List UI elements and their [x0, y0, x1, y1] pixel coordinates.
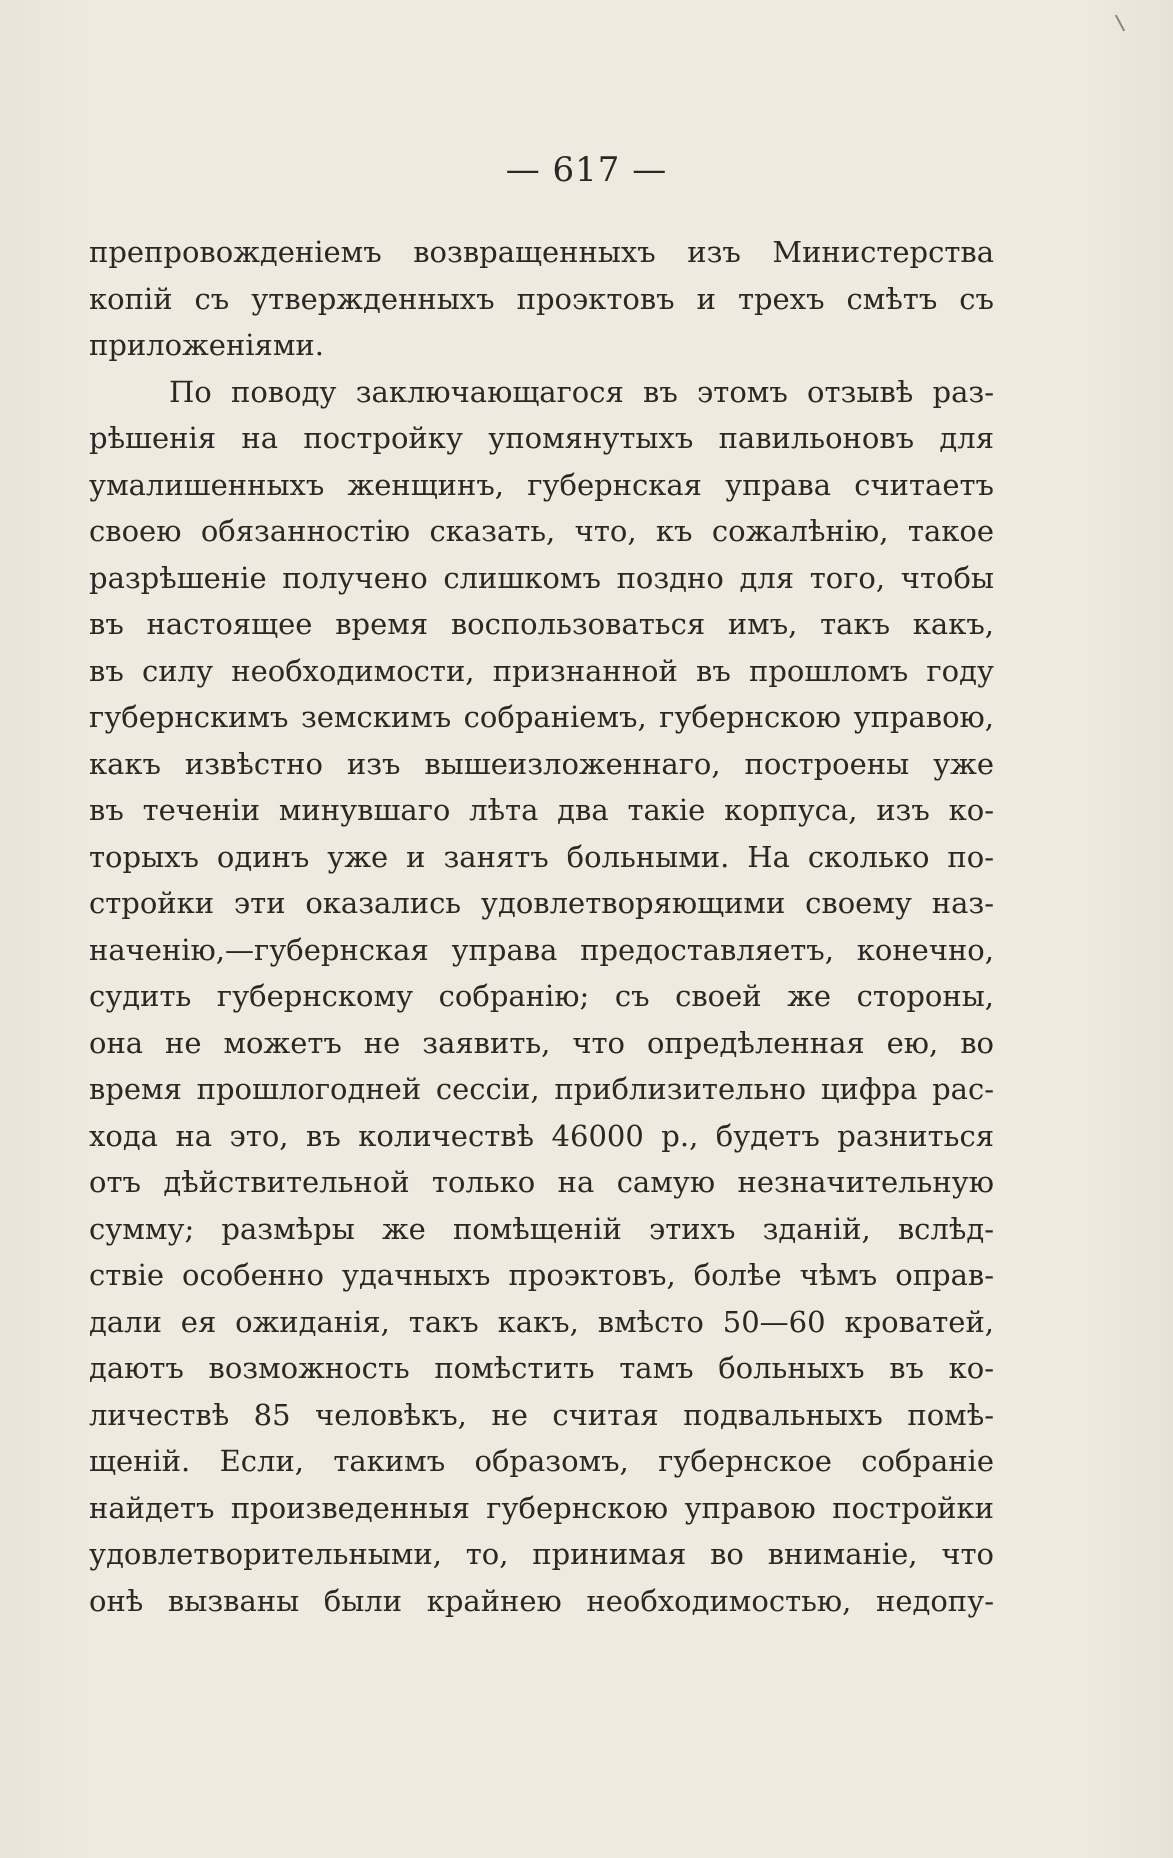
text-line: торыхъ одинъ уже и занятъ больными. На сколько по-: [89, 839, 994, 874]
text-line: губернскимъ земскимъ собраніемъ, губернскою управою,: [89, 700, 994, 734]
text-line: хода на это, въ количествѣ 46000 р., будетъ разниться: [89, 1118, 994, 1153]
text-line: ствіе особенно удачныхъ проэктовъ, болѣе чѣмъ оправ-: [89, 1258, 994, 1292]
body-text: [89, 229, 994, 1624]
text-line: дали ея ожиданія, такъ какъ, вмѣсто 50—60 кроватей,: [89, 1304, 994, 1339]
text-line: судить губернскому собранію; съ своей же стороны,: [89, 979, 994, 1013]
text-line: даютъ возможность помѣстить тамъ больныхъ въ ко-: [89, 1351, 994, 1385]
text-line: въ настоящее время воспользоваться имъ, такъ какъ,: [89, 607, 994, 641]
text-line: она не можетъ не заявить, что опредѣленная ею, во: [89, 1025, 994, 1060]
page-number: — 617 —: [505, 150, 668, 190]
text-line: приложеніями.: [89, 328, 324, 362]
text-line: разрѣшеніе получено слишкомъ поздно для того, чтобы: [89, 560, 994, 595]
paragraph-start-line: По поводу заключающагося въ этомъ отзывѣ раз-: [169, 374, 994, 409]
text-line: онѣ вызваны были крайнею необходимостью, недопу-: [89, 1583, 994, 1618]
text-line: своею обязанностію сказать, что, къ сожалѣнію, такое: [89, 514, 994, 548]
text-line: препровожденіемъ возвращенныхъ изъ Министерства: [89, 235, 994, 269]
text-line: въ силу необходимости, признанной въ прошломъ году: [89, 653, 994, 688]
text-line: умалишенныхъ женщинъ, губернская управа считаетъ: [89, 467, 994, 502]
scan-mark: [1115, 15, 1125, 32]
text-line: наченію,—губернская управа предоставляетъ, конечно,: [89, 932, 994, 967]
text-line: удовлетворительными, то, принимая во вниманіе, что: [89, 1537, 994, 1571]
text-line: въ теченіи минувшаго лѣта два такіе корпуса, изъ ко-: [89, 793, 994, 827]
text-line: стройки эти оказались удовлетворяющими своему наз-: [89, 886, 994, 920]
text-line: рѣшенія на постройку упомянутыхъ павильоновъ для: [89, 421, 994, 455]
text-line: щеній. Если, такимъ образомъ, губернское собраніе: [89, 1444, 994, 1478]
text-line: личествѣ 85 человѣкъ, не считая подвальныхъ помѣ-: [89, 1397, 994, 1432]
text-line: сумму; размѣры же помѣщеній этихъ зданій, вслѣд-: [89, 1211, 994, 1246]
text-line: найдетъ произведенныя губернскою управою постройки: [89, 1490, 994, 1525]
text-line: копій съ утвержденныхъ проэктовъ и трехъ смѣтъ съ: [89, 281, 994, 316]
text-line: время прошлогодней сессіи, приблизительно цифра рас-: [89, 1072, 994, 1106]
text-line: какъ извѣстно изъ вышеизложеннаго, построены уже: [89, 746, 994, 781]
text-line: отъ дѣйствительной только на самую незначительную: [89, 1165, 994, 1199]
